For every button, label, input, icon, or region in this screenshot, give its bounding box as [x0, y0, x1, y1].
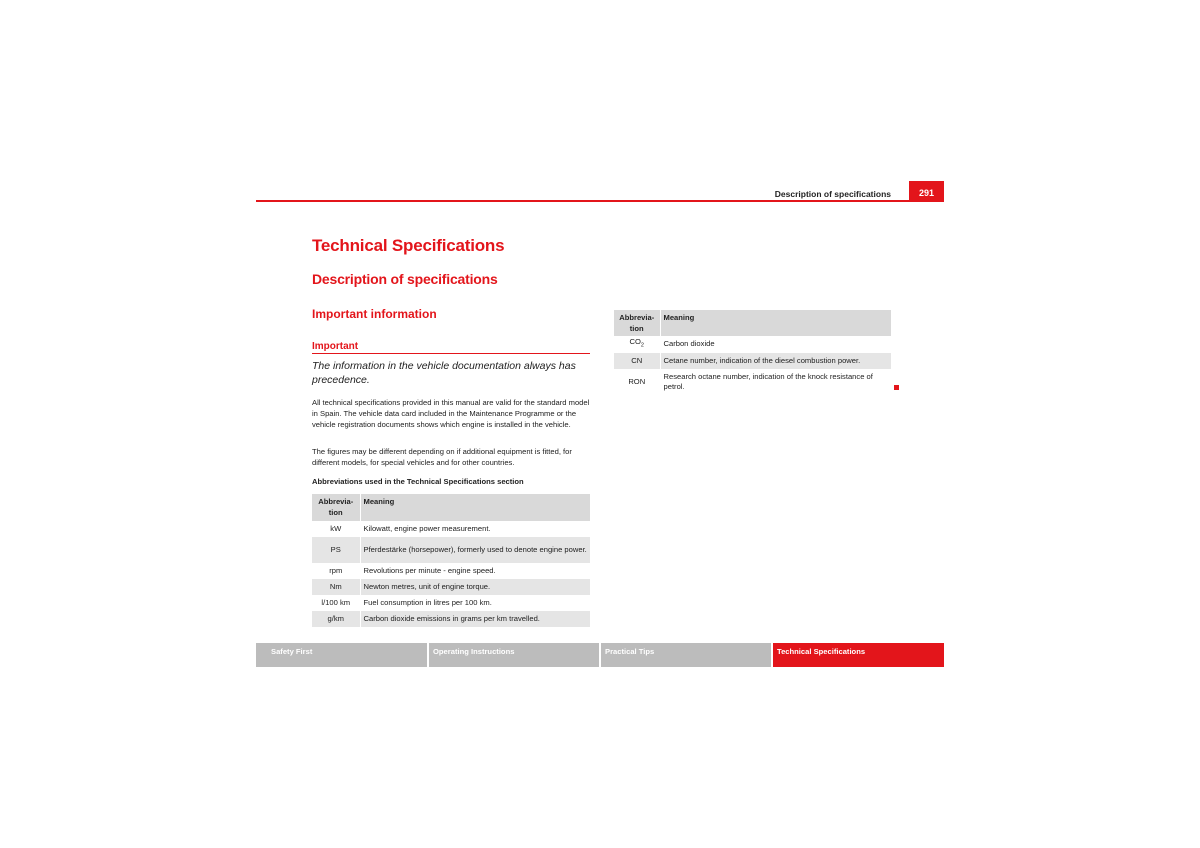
subsection-title: Important information — [312, 307, 437, 321]
table-row — [312, 595, 590, 611]
chapter-title: Technical Specifications — [312, 236, 505, 255]
abbreviations-table-left — [312, 494, 590, 627]
table-row — [312, 521, 590, 537]
tab-operating-instructions[interactable]: Operating Instructions — [429, 643, 599, 667]
section-title: Description of specifications — [312, 271, 498, 287]
table-row — [312, 563, 590, 579]
abbreviation-cell: RON — [614, 369, 660, 395]
table-header-abbreviation: Abbrevia-tion — [312, 494, 360, 521]
table-row — [312, 537, 590, 563]
running-header-title: Description of specifications — [774, 189, 891, 199]
table-header-abbreviation: Abbrevia-tion — [614, 310, 660, 336]
tab-safety-first[interactable]: Safety First — [256, 643, 427, 667]
abbreviation-cell: CN — [614, 353, 660, 369]
abbreviation-cell: $CO_2$ — [614, 336, 660, 353]
meaning-cell: Research octane number, indication of the knock resistance of petrol. — [660, 369, 891, 395]
table-header-meaning: Meaning — [660, 310, 891, 336]
meaning-cell: Carbon dioxide — [660, 336, 891, 353]
abbreviation-cell: l/100 km — [312, 595, 360, 611]
meaning-cell: Carbon dioxide emissions in grams per km travelled. — [360, 611, 590, 627]
meaning-cell: Cetane number, indication of the diesel combustion power. — [660, 353, 891, 369]
table-row — [614, 336, 891, 353]
tab-technical-specifications[interactable]: Technical Specifications — [773, 643, 944, 667]
important-rule — [312, 353, 590, 354]
meaning-cell: Kilowatt, engine power measurement. — [360, 521, 590, 537]
abbreviation-cell: Nm — [312, 579, 360, 595]
important-label: Important — [312, 341, 359, 352]
meaning-cell: Pferdestärke (horsepower), formerly used to denote engine power. — [360, 537, 590, 563]
abbreviations-table-right — [614, 310, 891, 395]
abbreviation-cell: kW — [312, 521, 360, 537]
table-row — [312, 579, 590, 595]
header-rule — [256, 200, 944, 202]
table-row — [312, 611, 590, 627]
table-header-meaning: Meaning — [360, 494, 590, 521]
abbreviations-heading: Abbreviations used in the Technical Specifications section — [312, 477, 524, 486]
table-row — [614, 369, 891, 395]
tab-practical-tips[interactable]: Practical Tips — [601, 643, 771, 667]
meaning-cell: Fuel consumption in litres per 100 km. — [360, 595, 590, 611]
abbreviation-cell: g/km — [312, 611, 360, 627]
meaning-cell: Revolutions per minute - engine speed. — [360, 563, 590, 579]
section-end-square-icon — [894, 385, 899, 390]
important-text: The information in the vehicle documentation always has precedence. — [312, 360, 576, 386]
body-paragraph: All technical specifications provided in this manual are valid for the standard model in Spain. The vehicle data card included in the Maintenance Programme or the vehicle registration documents shows which engine is installed in the vehicle. — [312, 398, 590, 430]
page-number: 291 — [909, 181, 944, 202]
abbreviation-cell: rpm — [312, 563, 360, 579]
abbreviation-cell: PS — [312, 537, 360, 563]
body-paragraph: The figures may be different depending on if additional equipment is fitted, for different models, for special vehicles and for other countries. — [312, 447, 572, 468]
meaning-cell: Newton metres, unit of engine torque. — [360, 579, 590, 595]
table-row — [614, 353, 891, 369]
